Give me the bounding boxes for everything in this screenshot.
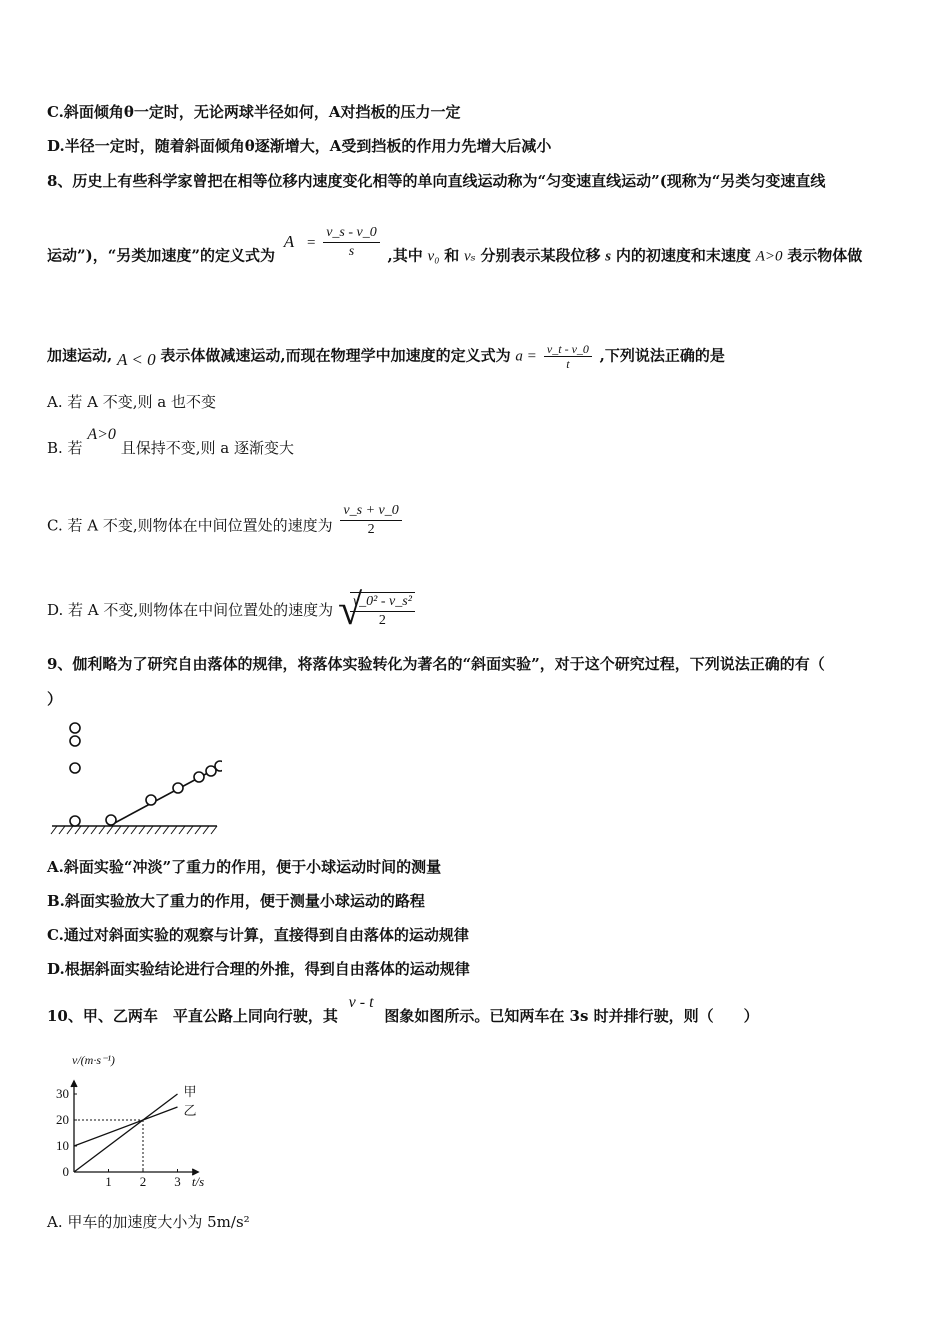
x-tick-label: 3 [174, 1174, 181, 1189]
q8-option-b-b: 且保持不变,则 a 逐渐变大 [120, 439, 294, 457]
q8-and: 和 [444, 246, 460, 265]
x-tick-label: 1 [105, 1174, 112, 1189]
q10-option-a: A. 甲车的加速度大小为 5m/s² [47, 1213, 250, 1231]
q8-formula-a [544, 342, 592, 371]
series-label-2: 乙 [183, 1103, 197, 1118]
q8-text-2a: 运动”)，“另类加速度”的定义式为 [47, 246, 275, 265]
falling-ball [70, 816, 80, 826]
falling-ball [70, 763, 80, 773]
ground-hatching [51, 826, 217, 834]
q9-stem-line1: 9、伽利略为了研究自由落体的规律，将落体实验转化为著名的“斜面实验”，对于这个研究过程，下列说法正确的有（ [47, 655, 825, 673]
q8-text-3c: ,下列说法正确的是 [599, 346, 725, 365]
q8-option-b [47, 426, 294, 459]
q8-text-2b: ,其中 [387, 246, 423, 265]
q8-option-d-den: 2 [378, 613, 386, 628]
q8-option-c-den: 2 [367, 522, 375, 537]
q8-formula-A-den: s [348, 244, 355, 259]
rolling-balls [106, 761, 222, 825]
rolling-ball [173, 783, 183, 793]
q8-formula-A-num: v_s - v_0 [323, 224, 380, 243]
q8-text-2c: 分别表示某段位移 [480, 246, 601, 265]
falling-ball [70, 723, 80, 733]
q8-option-d-num: v_0² - v_s² [350, 593, 415, 612]
q8-text-2e: 表示物体做 [787, 246, 863, 265]
q8-text-3a: 加速运动, [47, 346, 113, 365]
q10-vt: v - t [348, 994, 374, 1011]
falling-ball [70, 736, 80, 746]
q8-formula-a-num: v_t - v_0 [544, 342, 592, 357]
q10-stem [47, 994, 759, 1027]
rolling-ball [215, 761, 222, 771]
y-tick-label: 30 [56, 1086, 69, 1101]
q7-option-c: C.斜面倾角θ一定时，无论两球半径如何，A对挡板的压力一定 [47, 103, 461, 121]
q9-option-b: B.斜面实验放大了重力的作用，便于测量小球运动的路程 [47, 892, 425, 910]
series-line-1 [74, 1094, 178, 1172]
q8-v0: v₀ [427, 248, 440, 265]
x-tick-label: 2 [139, 1174, 147, 1189]
q8-stem-line2: 运动”)，“另类加速度”的定义式为 A = $\frac{v\_s - v\_0}{s}$ ,其中 v₀ 和 vₛ 分别表示某段位移 s 内的初速度和末速度 A>0 表示物体做 [47, 225, 863, 265]
q8-option-a: A. 若 A 不变,则 a 也不变 [47, 393, 216, 411]
q8-option-b-cond: A>0 [87, 426, 116, 443]
y-tick-label: 20 [56, 1112, 69, 1127]
rolling-ball [146, 795, 156, 805]
vt-graph [47, 1052, 222, 1190]
q8-option-c-num: v_s + v_0 [340, 502, 401, 521]
q8-option-d-sqrt: √ $\frac{\text{v\_0² - v\_s²}}{2}$ [338, 592, 415, 630]
y-tick-label: 10 [56, 1138, 69, 1153]
q8-option-c-frac [340, 502, 401, 539]
q8-A-gt-0: A>0 [755, 248, 783, 265]
q9-option-a: A.斜面实验“冲淡”了重力的作用，便于小球运动时间的测量 [47, 858, 442, 876]
q8-vs: vₛ [463, 248, 476, 265]
q10-stem-b: 图象如图所示。已知两车在 3s 时并排行驶，则（ ） [384, 1007, 759, 1025]
y-axis-arrow [71, 1081, 77, 1087]
q8-formula-A-lhs: A [283, 231, 295, 251]
q8-s: s [605, 248, 612, 265]
rolling-ball [194, 772, 204, 782]
q8-text-3b: 表示体做减速运动,而现在物理学中加速度的定义式为 [160, 346, 511, 365]
q8-stem-line3: 加速运动, A < 0 表示体做减速运动,而现在物理学中加速度的定义式为 a = $\frac{v\_t - v\_0}{t}$ ,下列说法正确的是 [47, 342, 725, 371]
q8-option-d-text: D. 若 A 不变,则物体在中间位置处的速度为 [47, 601, 334, 619]
q8-formula-A [323, 224, 380, 261]
q9-option-c: C.通过对斜面实验的观察与计算，直接得到自由落体的运动规律 [47, 926, 469, 944]
q9-stem-line2: ） [47, 690, 63, 708]
series-line-2 [74, 1107, 178, 1146]
incline-experiment-figure [47, 718, 222, 836]
q7-option-d: D.半径一定时，随着斜面倾角θ逐渐增大，A受到挡板的作用力先增大后减小 [47, 137, 552, 155]
x-axis-label: t/s [191, 1174, 205, 1189]
series-label-1: 甲 [183, 1084, 197, 1099]
q10-stem-a: 10、甲、乙两车 平直公路上同向行驶，其 [47, 1007, 338, 1025]
q8-formula-a-den: t [566, 357, 570, 371]
q8-option-d [47, 585, 415, 634]
q8-text-2d: 内的初速度和末速度 [615, 246, 751, 265]
q8-formula-a-lhs: a [515, 348, 523, 365]
falling-balls [70, 723, 80, 826]
y-axis-label: v/(m·s⁻¹) [72, 1053, 115, 1067]
q8-option-c [47, 503, 405, 545]
q9-option-d: D.根据斜面实验结论进行合理的外推，得到自由落体的运动规律 [47, 960, 470, 978]
rolling-ball [106, 815, 116, 825]
q8-stem-line1: 8、历史上有些科学家曾把在相等位移内速度变化相等的单向直线运动称为“匀变速直线运动”(现称为“另类匀变速直线 [47, 172, 826, 190]
q8-option-b-a: B. 若 [47, 439, 83, 457]
q8-option-c-text: C. 若 A 不变,则物体在中间位置处的速度为 [47, 516, 333, 535]
origin-label: 0 [62, 1164, 69, 1179]
q8-A-lt-0: A < 0 [117, 349, 156, 369]
